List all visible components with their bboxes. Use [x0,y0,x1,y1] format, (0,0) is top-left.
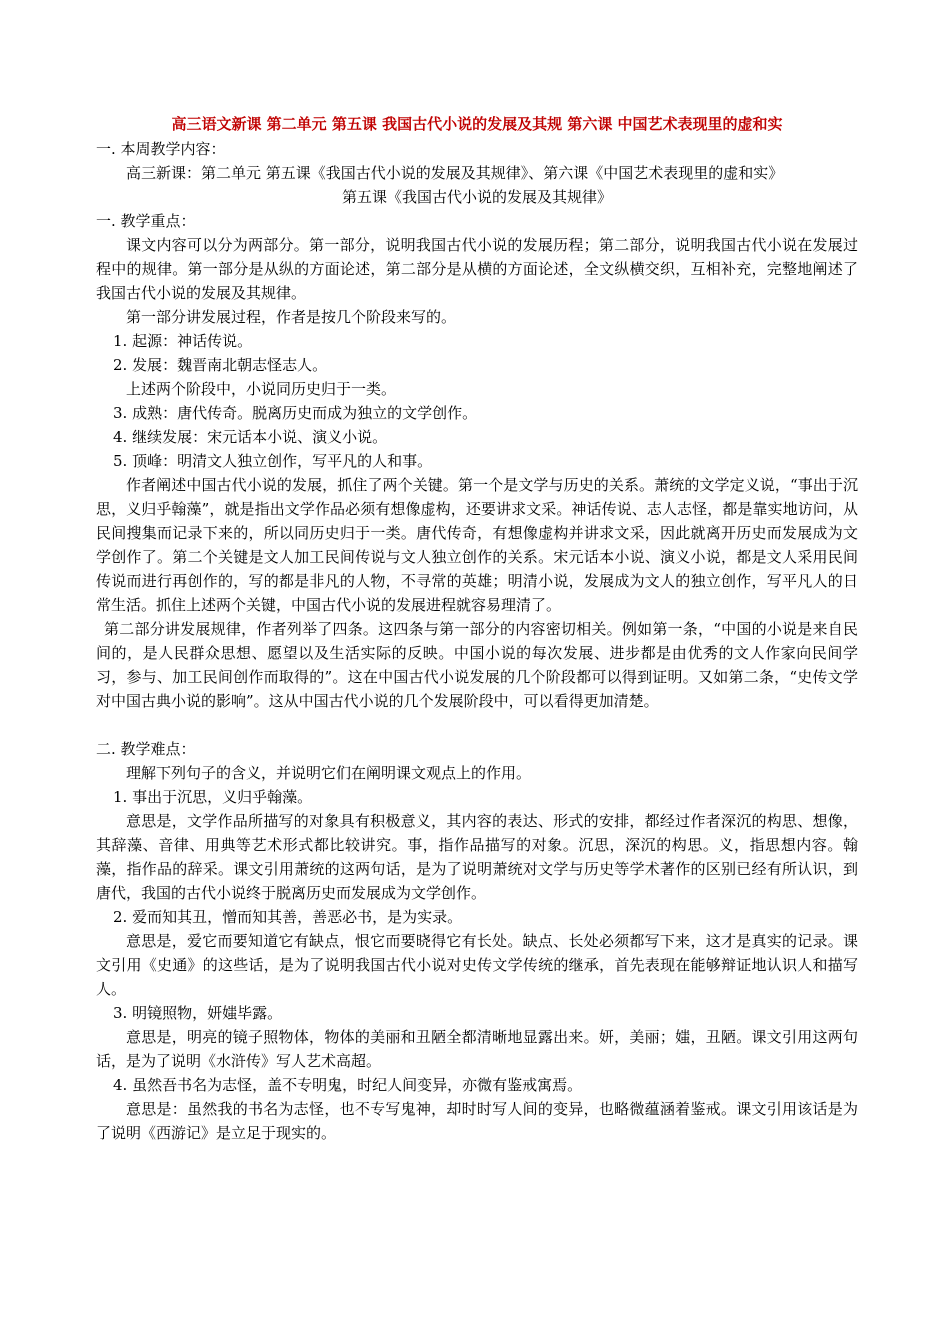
section-heading-key-points: 一. 教学重点： [96,212,196,230]
paragraph: 第一部分讲发展过程，作者是按几个阶段来写的。 [126,308,457,326]
section-heading-difficulties: 二. 教学难点： [96,740,196,758]
list-item: 3. 成熟：唐代传奇。脱离历史而成为独立的文学创作。 [113,404,478,422]
list-item: 4. 继续发展：宋元话本小说、演义小说。 [113,428,388,446]
list-item: 2. 发展：魏晋南北朝志怪志人。 [113,356,328,374]
answer-paragraph: 意思是，明亮的镜子照物体，物体的美丽和丑陋全都清晰地显露出来。妍，美丽；媸，丑陋。课文引用这两句话，是为了说明《水浒传》写人艺术高超。 [96,1028,858,1070]
document-title: 高三语文新课 第二单元 第五课 我国古代小说的发展及其规 第六课 中国艺术表现里的虚和实 [171,115,783,133]
paragraph-note: 上述两个阶段中，小说同历史归于一类。 [126,380,397,398]
paragraph: 第二部分讲发展规律，作者列举了四条。这四条与第一部分的内容密切相关。例如第一条，“中国的小说是来自民间的，是人民群众思想、愿望以及生活实际的反映。中国小说的每次发展、进步都是由优秀的文人作家向民间学习，参与、加工民间创作而取得的”。这在中国古代小说发展的几个阶段都可以得到证明。又如第二条，“史传文学对中国古典小说的影响”。这从中国古代小说的几个发展阶段中，可以看得更加清楚。 [96,620,858,710]
answer-paragraph: 意思是，爱它而要知道它有缺点，恨它而要晓得它有长处。缺点、长处必须都写下来，这才是真实的记录。课文引用《史通》的这些话，是为了说明我国古代小说对史传文学传统的继承，首先表现在能够辩证地认识人和描写人。 [96,932,858,998]
paragraph: 课文内容可以分为两部分。第一部分，说明我国古代小说的发展历程；第二部分，说明我国古代小说在发展过程中的规律。第一部分是从纵的方面论述，第二部分是从横的方面论述，全文纵横交织，互相补充，完整地阐述了我国古代小说的发展及其规律。 [96,236,858,302]
list-item: 5. 顶峰：明清文人独立创作，写平凡的人和事。 [113,452,433,470]
answer-paragraph: 意思是：虽然我的书名为志怪，也不专写鬼神，却时时写人间的变异，也略微蕴涵着鉴戒。课文引用该话是为了说明《西游记》是立足于现实的。 [96,1100,858,1142]
list-item: 1. 起源：神话传说。 [113,332,253,350]
paragraph: 作者阐述中国古代小说的发展，抓住了两个关键。第一个是文学与历史的关系。萧统的文学定义说，“事出于沉思，义归乎翰藻”，就是指出文学作品必须有想像虚构，还要讲求文采。神话传说、志人志怪，都是靠实地访问，从民间搜集而记录下来的，所以同历史归于一类。唐代传奇，有想像虚构并讲求文采，因此就离开历史而发展成为文学创作了。第二个关键是文人加工民间传说与文人独立创作的关系。宋元话本小说、演义小说，都是文人采用民间传说而进行再创作的，写的都是非凡的人物，不寻常的英雄；明清小说，发展成为文人的独立创作，写平凡人的日常生活。抓住上述两个关键，中国古代小说的发展进程就容易理清了。 [96,476,858,614]
answer-paragraph: 意思是，文学作品所描写的对象具有积极意义，其内容的表达、形式的安排，都经过作者深沉的构思、想像，其辞藻、音律、用典等艺术形式都比较讲究。事，指作品描写的对象。沉思，深沉的构思。义，指思想内容。翰藻，指作品的辞采。课文引用萧统的这两句话，是为了说明萧统对文学与历史等学术著作的区别已经有所认识，到唐代，我国的古代小说终于脱离历史而发展成为文学创作。 [96,812,858,902]
question-item: 2. 爱而知其丑，憎而知其善，善恶必书，是为实录。 [113,908,463,926]
document-page [96,112,858,1145]
spacer [96,713,858,737]
question-item: 1. 事出于沉思，义归乎翰藻。 [113,788,313,806]
question-item: 3. 明镜照物，妍媸毕露。 [113,1004,283,1022]
lesson-title: 第五课《我国古代小说的发展及其规律》 [341,188,612,206]
section-heading-weekly-content: 一. 本周教学内容： [96,140,226,158]
paragraph-intro: 理解下列句子的含义，并说明它们在阐明课文观点上的作用。 [126,764,532,782]
weekly-content-line: 高三新课：第二单元 第五课《我国古代小说的发展及其规律》、第六课《中国艺术表现里的虚和实》 [126,164,784,182]
question-item: 4. 虽然吾书名为志怪，盖不专明鬼，时纪人间变异，亦微有鉴戒寓焉。 [113,1076,583,1094]
